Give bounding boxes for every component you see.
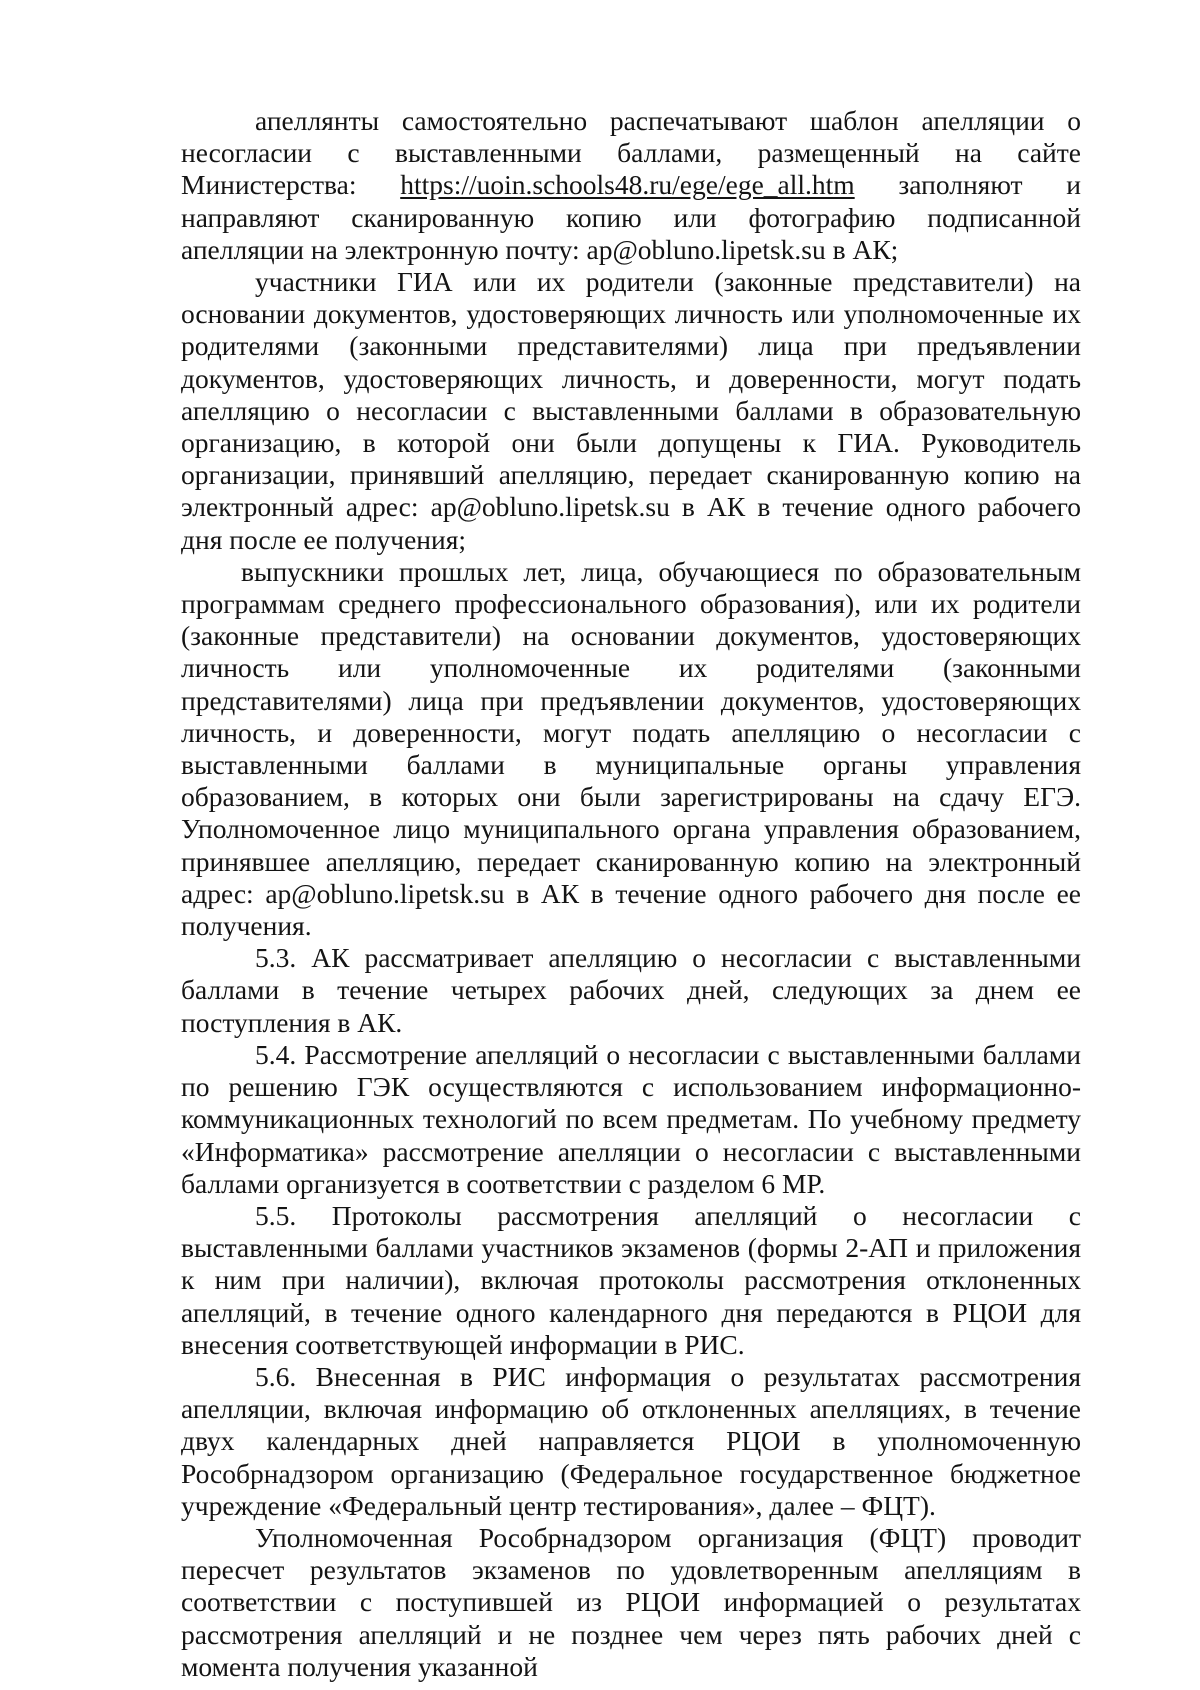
paragraph-gia-participants: участники ГИА или их родители (законные представители) на основании документов, удостоверяющих личность или уполномоченные их родителями (законными представителями) лица при предъявлении документов, удостоверяющих личность, и доверенности, могут подать апелляцию о несогласии с выставленными баллами в образовательную организацию, в которой они были допущены к ГИА. Руководитель организации, принявший апелляцию, передает сканированную копию на электронный адрес: ap@obluno.lipetsk.su в АК в течение одного рабочего дня после ее получения; — [181, 266, 1081, 555]
document-body — [181, 105, 1081, 1683]
paragraph-section-5-5: 5.5. Протоколы рассмотрения апелляций о несогласии с выставленными баллами участников экзаменов (формы 2-АП и приложения к ним при наличии), включая протоколы рассмотрения отклоненных апелляций, в течение одного календарного дня передаются в РЦОИ для внесения соответствующей информации в РИС. — [181, 1199, 1081, 1360]
paragraph-section-5-3: 5.3. АК рассматривает апелляцию о несогласии с выставленными баллами в течение четырех рабочих дней, следующих за днем ее поступления в АК. — [181, 942, 1081, 1038]
paragraph-text: апеллянты самостоятельно распечатывают шаблон апелляции о несогласии с выставленными баллами, размещенный на сайте Министерства: — [181, 105, 1081, 201]
paragraph-text: заполняют и направляют сканированную копию или фотографию подписанной апелляции на электронную почту: ap@obluno.lipetsk.su в АК; — [181, 169, 1081, 265]
ministry-template-link[interactable]: https://uoin.schools48.ru/ege/ege_all.htm — [400, 169, 855, 201]
paragraph-appeal-self-print — [181, 105, 1081, 266]
paragraph-ftc-recount: Уполномоченная Рособрнадзором организация (ФЦТ) проводит пересчет результатов экзаменов по удовлетворенным апелляциям в соответствии с поступившей из РЦОИ информацией о результатах рассмотрения апелляций и не позднее чем через пять рабочих дней с момента получения указанной — [181, 1521, 1081, 1682]
paragraph-section-5-4: 5.4. Рассмотрение апелляций о несогласии с выставленными баллами по решению ГЭК осуществляются с использованием информационно-коммуникационных технологий по всем предметам. По учебному предмету «Информатика» рассмотрение апелляции о несогласии с выставленными баллами организуется в соответствии с разделом 6 МР. — [181, 1038, 1081, 1199]
paragraph-past-graduates: выпускники прошлых лет, лица, обучающиеся по образовательным программам среднего профессионального образования), или их родители (законные представители) на основании документов, удостоверяющих личность или уполномоченные их родителями (законными представителями) лица при предъявлении документов, удостоверяющих личность, и доверенности, могут подать апелляцию о несогласии с выставленными баллами в муниципальные органы управления образованием, в которых они были зарегистрированы на сдачу ЕГЭ. Уполномоченное лицо муниципального органа управления образованием, принявшее апелляцию, передает сканированную копию на электронный адрес: ap@obluno.lipetsk.su в АК в течение одного рабочего дня после ее получения. — [181, 555, 1081, 942]
paragraph-section-5-6: 5.6. Внесенная в РИС информация о результатах рассмотрения апелляции, включая информацию об отклоненных апелляциях, в течение двух календарных дней направляется РЦОИ в уполномоченную Рособрнадзором организацию (Федеральное государственное бюджетное учреждение «Федеральный центр тестирования», далее – ФЦТ). — [181, 1360, 1081, 1521]
